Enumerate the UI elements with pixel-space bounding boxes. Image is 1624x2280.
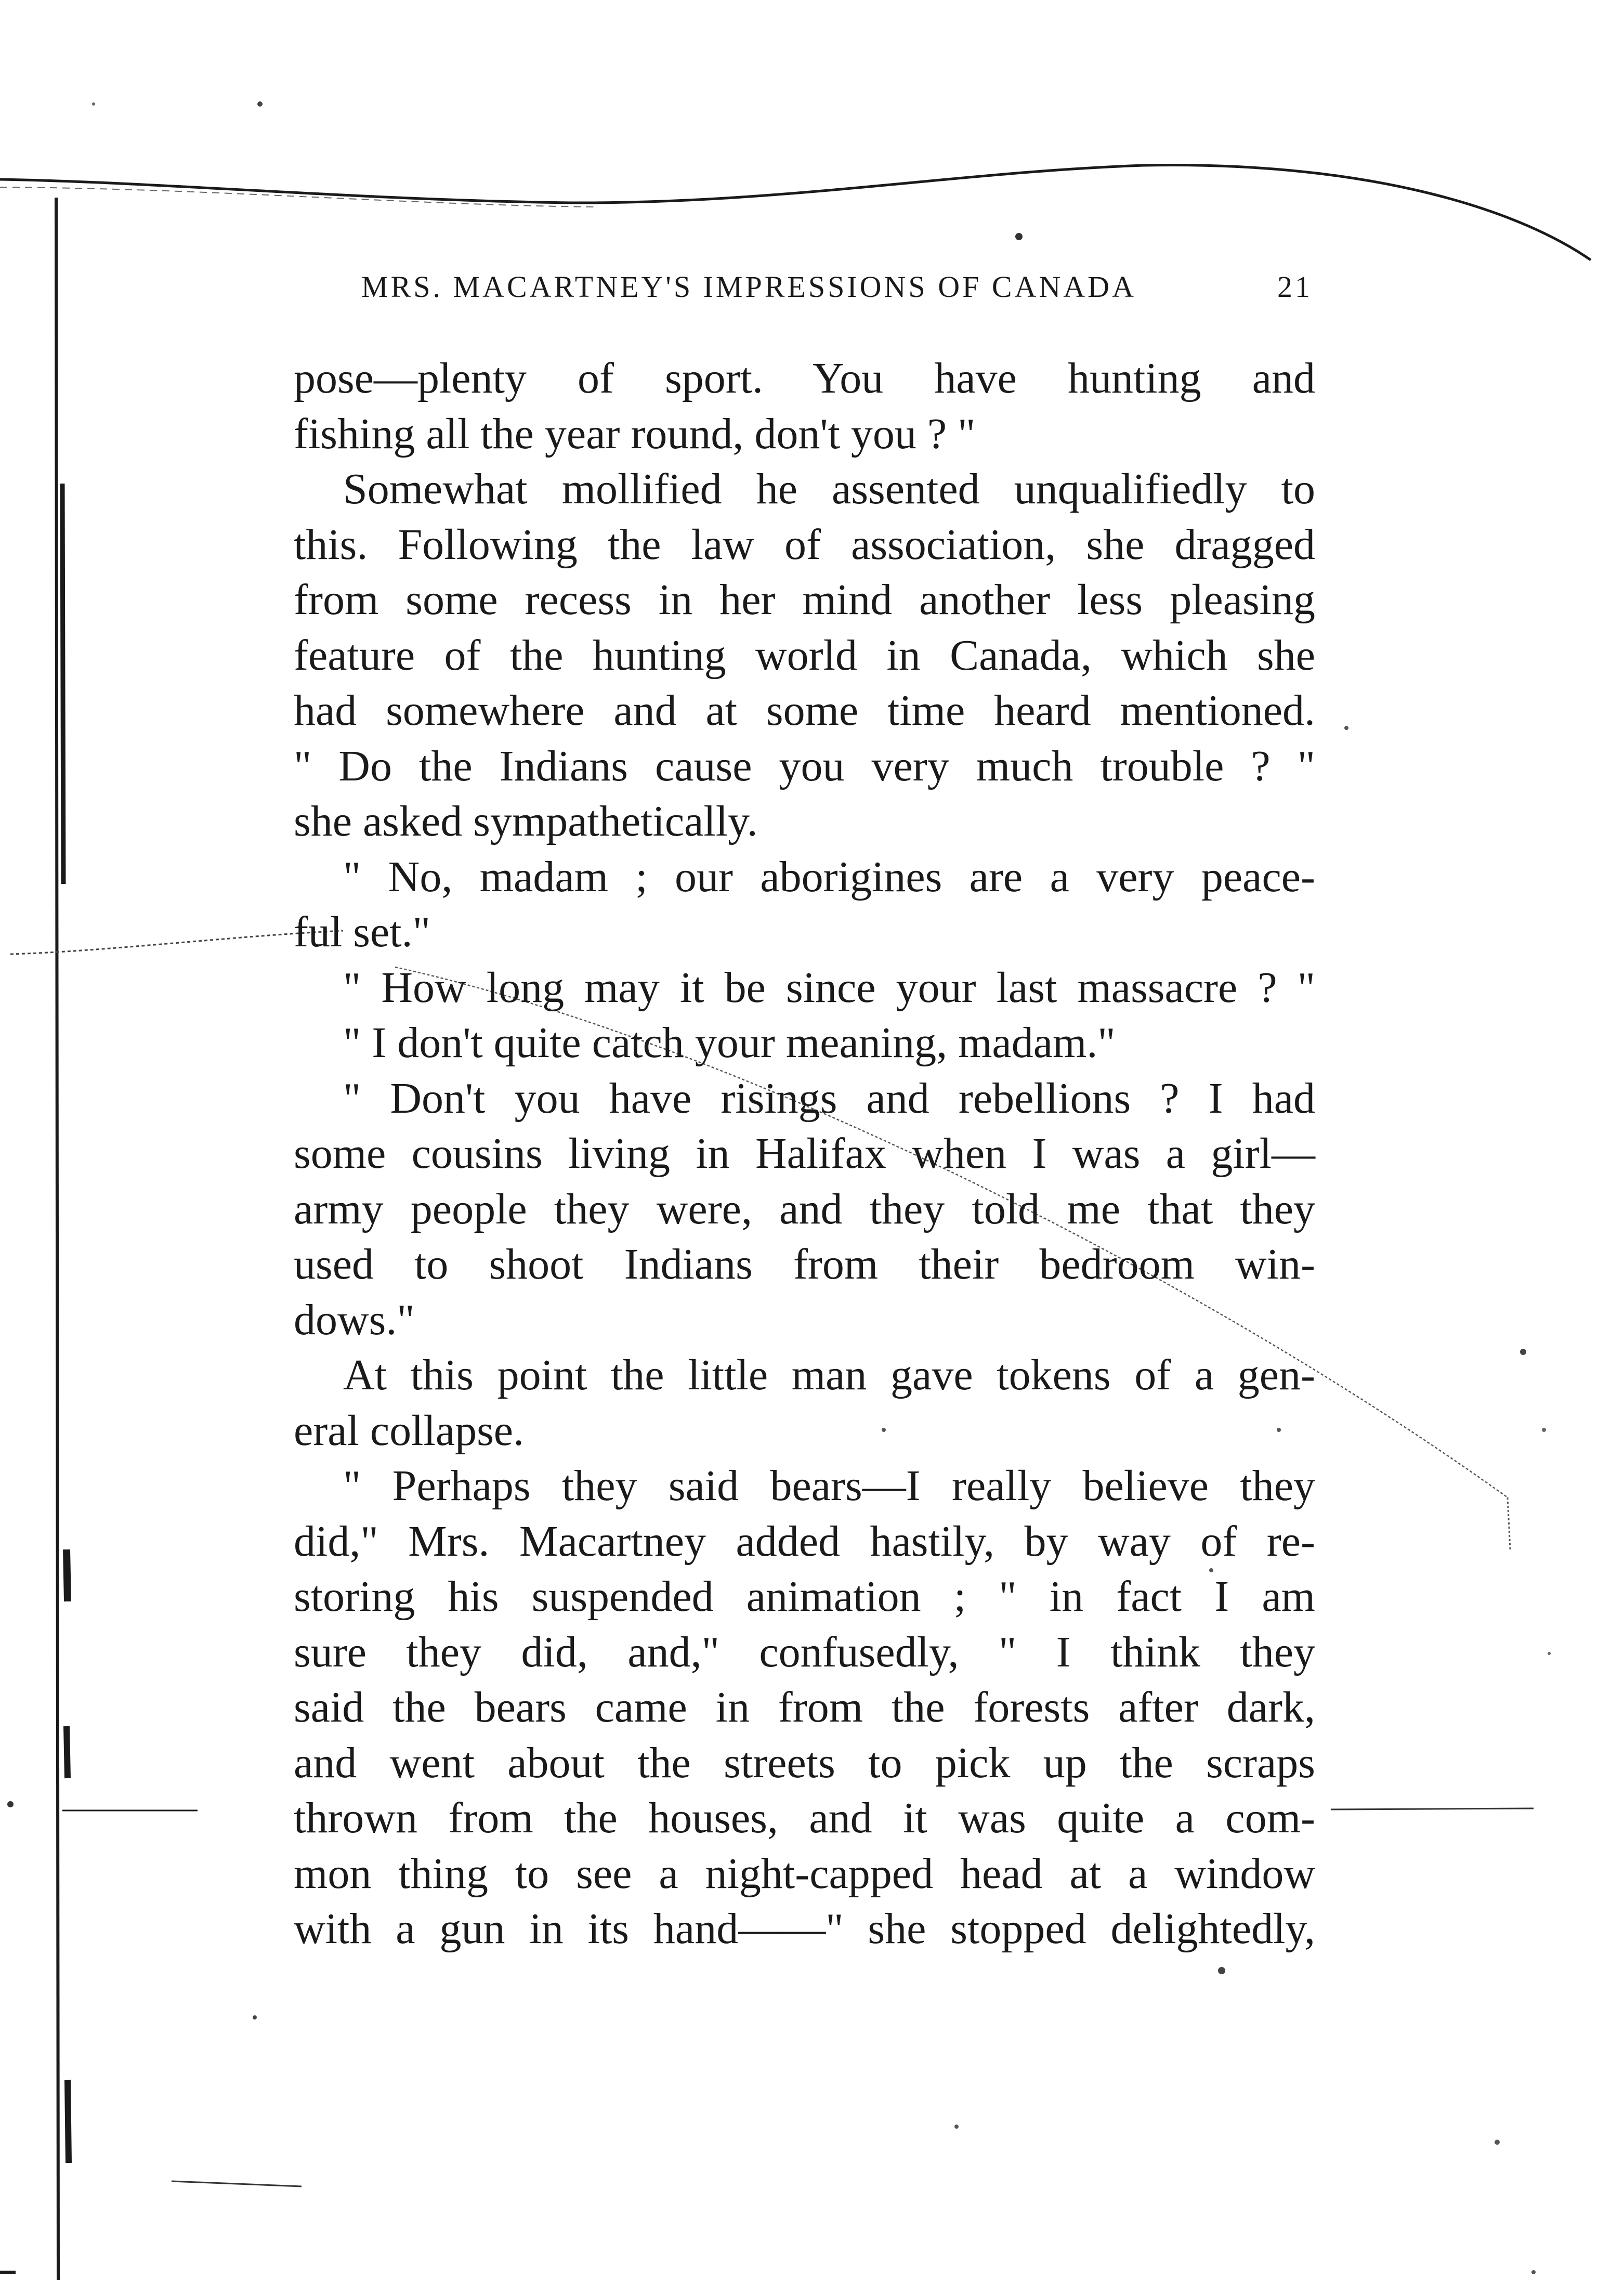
running-head: MRS. MACARTNEY'S IMPRESSIONS OF CANADA	[361, 270, 1136, 304]
text-line: fishing all the year round, don't you ? "	[294, 409, 976, 458]
text-line: " I don't quite catch your meaning, madam."	[343, 1019, 1116, 1067]
text-line: Somewhat mollified he assented unqualifiedly to	[343, 465, 1315, 513]
text-line: did," Mrs. Macartney added hastily, by way of re-	[294, 1517, 1315, 1566]
text-line: used to shoot Indians from their bedroom win-	[294, 1240, 1315, 1288]
text-line: feature of the hunting world in Canada, which she	[294, 631, 1315, 680]
page-number: 21	[1277, 270, 1313, 304]
text-line: some cousins living in Halifax when I was a girl—	[294, 1129, 1315, 1178]
text-line: " Don't you have risings and rebellions ? I had	[343, 1074, 1315, 1123]
text-line: At this point the little man gave tokens of a gen-	[343, 1351, 1315, 1399]
text-line: thrown from the houses, and it was quite a com-	[294, 1794, 1315, 1842]
text-line: " Perhaps they said bears—I really believe they	[343, 1462, 1315, 1510]
text-line: had somewhere and at some time heard mentioned.	[294, 686, 1315, 735]
text-line: with a gun in its hand——" she stopped delightedly,	[294, 1905, 1315, 1953]
text-line: eral collapse.	[294, 1406, 525, 1455]
text-line: sure they did, and," confusedly, " I think they	[294, 1627, 1315, 1676]
text-line: this. Following the law of association, she dragged	[294, 520, 1315, 569]
page-header	[361, 269, 1313, 316]
text-line: storing his suspended animation ; " in fact I am	[294, 1572, 1315, 1621]
binding-line	[56, 198, 58, 2280]
text-line: " Do the Indians cause you very much trouble ? "	[294, 741, 1315, 790]
text-line: " No, madam ; our aborigines are a very peace-	[343, 852, 1315, 901]
text-line: she asked sympathetically.	[294, 797, 758, 845]
text-line: mon thing to see a night-capped head at a window	[294, 1849, 1315, 1898]
text-line: from some recess in her mind another less pleasing	[294, 576, 1315, 624]
text-line: army people they were, and they told me that they	[294, 1184, 1315, 1233]
page-edge-curve	[0, 165, 1591, 260]
text-line: dows."	[294, 1295, 415, 1344]
text-line: said the bears came in from the forests after dark,	[294, 1683, 1315, 1731]
body-text	[294, 351, 1315, 1957]
page-edge-faint	[0, 187, 598, 207]
text-line: ful set."	[294, 908, 430, 956]
text-line: pose—plenty of sport. You have hunting and	[294, 354, 1315, 402]
text-line: and went about the streets to pick up the scraps	[294, 1738, 1315, 1787]
text-line: " How long may it be since your last massacre ? "	[343, 963, 1315, 1012]
